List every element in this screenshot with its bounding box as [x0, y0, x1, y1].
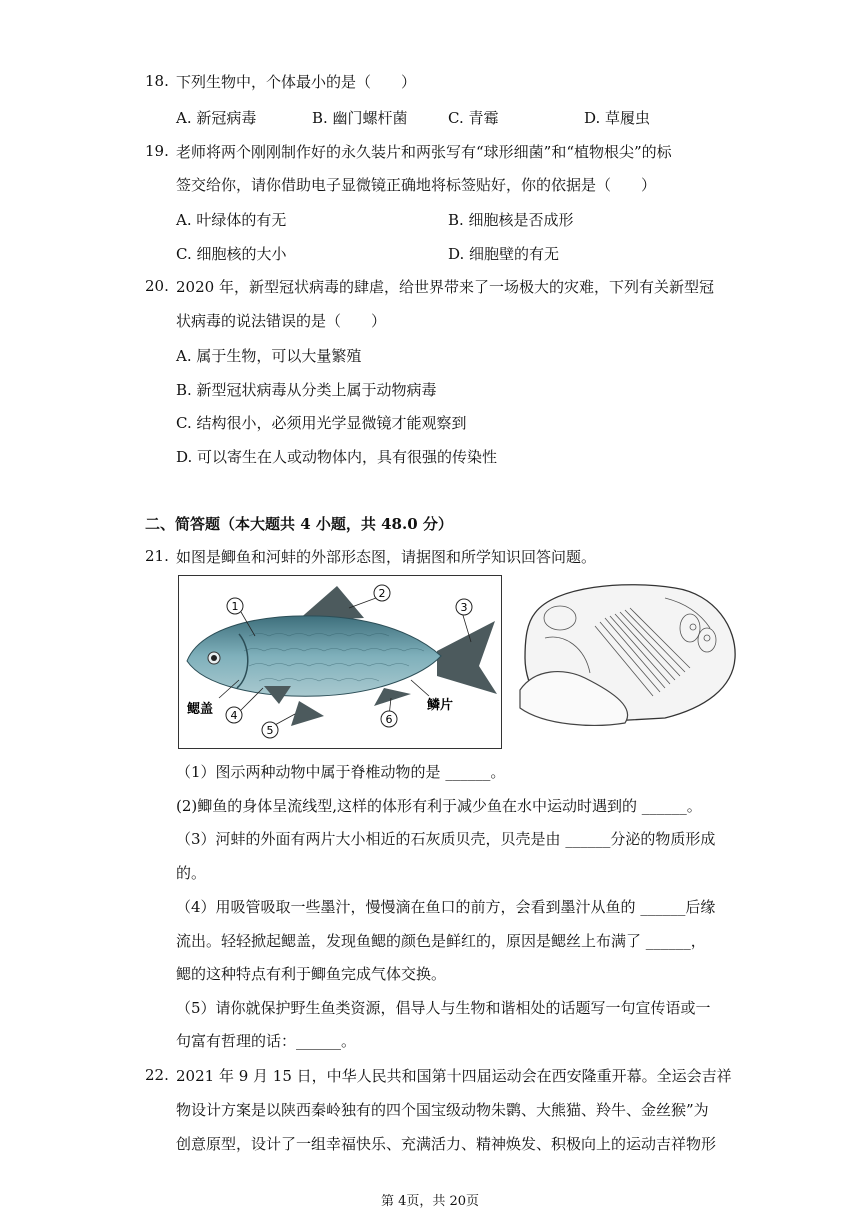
q20-option-c: C. 结构很小，必须用光学显微镜才能观察到 — [176, 414, 467, 432]
q22-number: 22. — [145, 1066, 169, 1084]
q19-option-b: B. 细胞核是否成形 — [448, 211, 574, 229]
label-4: 4 — [230, 709, 238, 722]
clam-illustration — [515, 578, 743, 728]
q21-sub4-line3: 鳃的这种特点有利于鲫鱼完成气体交换。 — [176, 965, 447, 983]
clam-figure — [515, 578, 743, 728]
q21-stem: 如图是鲫鱼和河蚌的外部形态图，请据图和所学知识回答问题。 — [176, 548, 597, 566]
tail-fin — [437, 621, 497, 694]
q21-number: 21. — [145, 547, 169, 565]
q19-number: 19. — [145, 142, 169, 160]
q19-option-a: A. 叶绿体的有无 — [176, 211, 287, 229]
scale-label: 鳞片 — [427, 698, 454, 713]
fish-figure — [178, 575, 502, 749]
q20-number: 20. — [145, 277, 169, 295]
fish-body — [187, 616, 441, 696]
q18-number: 18. — [145, 72, 169, 90]
q19-stem-line2: 签交给你，请你借助电子显微镜正确地将标签贴好，你的依据是（ ） — [176, 176, 657, 194]
label-3: 3 — [460, 601, 468, 614]
label-1: 1 — [231, 600, 239, 613]
q18-option-a: A. 新冠病毒 — [176, 109, 257, 127]
q18-option-c: C. 青霉 — [448, 109, 499, 127]
q18-option-b: B. 幽门螺杆菌 — [312, 109, 408, 127]
q20-stem-line1: 2020 年，新型冠状病毒的肆虐，给世界带来了一场极大的灾难，下列有关新型冠 — [176, 278, 714, 296]
q20-option-b: B. 新型冠状病毒从分类上属于动物病毒 — [176, 381, 437, 399]
q18-option-d: D. 草履虫 — [584, 109, 651, 127]
q20-option-d: D. 可以寄生在人或动物体内，具有很强的传染性 — [176, 448, 498, 466]
q22-line2: 物设计方案是以陕西秦岭独有的四个国宝级动物朱鹮、大熊猫、羚牛、金丝猴”为 — [176, 1101, 709, 1119]
label-2: 2 — [378, 587, 386, 600]
label-5: 5 — [266, 724, 274, 737]
pelvic-fin — [291, 701, 324, 726]
q20-option-a: A. 属于生物，可以大量繁殖 — [176, 347, 362, 365]
section-heading: 二、简答题（本大题共 4 小题，共 48.0 分） — [145, 515, 453, 533]
page-footer: 第 4页，共 20页 — [380, 1194, 480, 1209]
q21-sub2: (2)鲫鱼的身体呈流线型,这样的体形有利于减少鱼在水中运动时遇到的 ______。 — [176, 797, 702, 815]
q22-line3: 创意原型，设计了一组幸福快乐、充满活力、精神焕发、积极向上的运动吉祥物形 — [176, 1135, 717, 1153]
q21-sub4-line1: （4）用吸管吸取一些墨汁，慢慢滴在鱼口的前方，会看到墨汁从鱼的 ______后缘 — [176, 898, 716, 916]
fish-illustration — [179, 576, 501, 748]
q19-option-d: D. 细胞壁的有无 — [448, 245, 560, 263]
q21-sub4-line2: 流出。轻轻掀起鳃盖，发现鱼鳃的颜色是鲜红的，原因是鳃丝上布满了 ______， — [176, 932, 706, 950]
q21-sub3-line2: 的。 — [176, 864, 207, 882]
q21-sub1: （1）图示两种动物中属于脊椎动物的是 ______。 — [176, 763, 506, 781]
label-6: 6 — [385, 713, 393, 726]
q21-sub5-line2: 句富有哲理的话：______。 — [176, 1032, 357, 1050]
q19-option-c: C. 细胞核的大小 — [176, 245, 287, 263]
q22-line1: 2021 年 9 月 15 日，中华人民共和国第十四届运动会在西安隆重开幕。全运会吉祥 — [176, 1067, 732, 1085]
q19-stem-line1: 老师将两个刚刚制作好的永久装片和两张写有“球形细菌”和“植物根尖”的标 — [176, 143, 672, 161]
q21-sub3-line1: （3）河蚌的外面有两片大小相近的石灰质贝壳，贝壳是由 ______分泌的物质形成 — [176, 830, 716, 848]
q20-stem-line2: 状病毒的说法错误的是（ ） — [176, 312, 387, 330]
anal-fin — [374, 688, 411, 706]
gill-cover-label: 鳃盖 — [187, 702, 214, 717]
q18-stem: 下列生物中，个体最小的是（ ） — [176, 73, 417, 91]
q21-sub5-line1: （5）请你就保护野生鱼类资源，倡导人与生物和谐相处的话题写一句宣传语或一 — [176, 999, 711, 1017]
